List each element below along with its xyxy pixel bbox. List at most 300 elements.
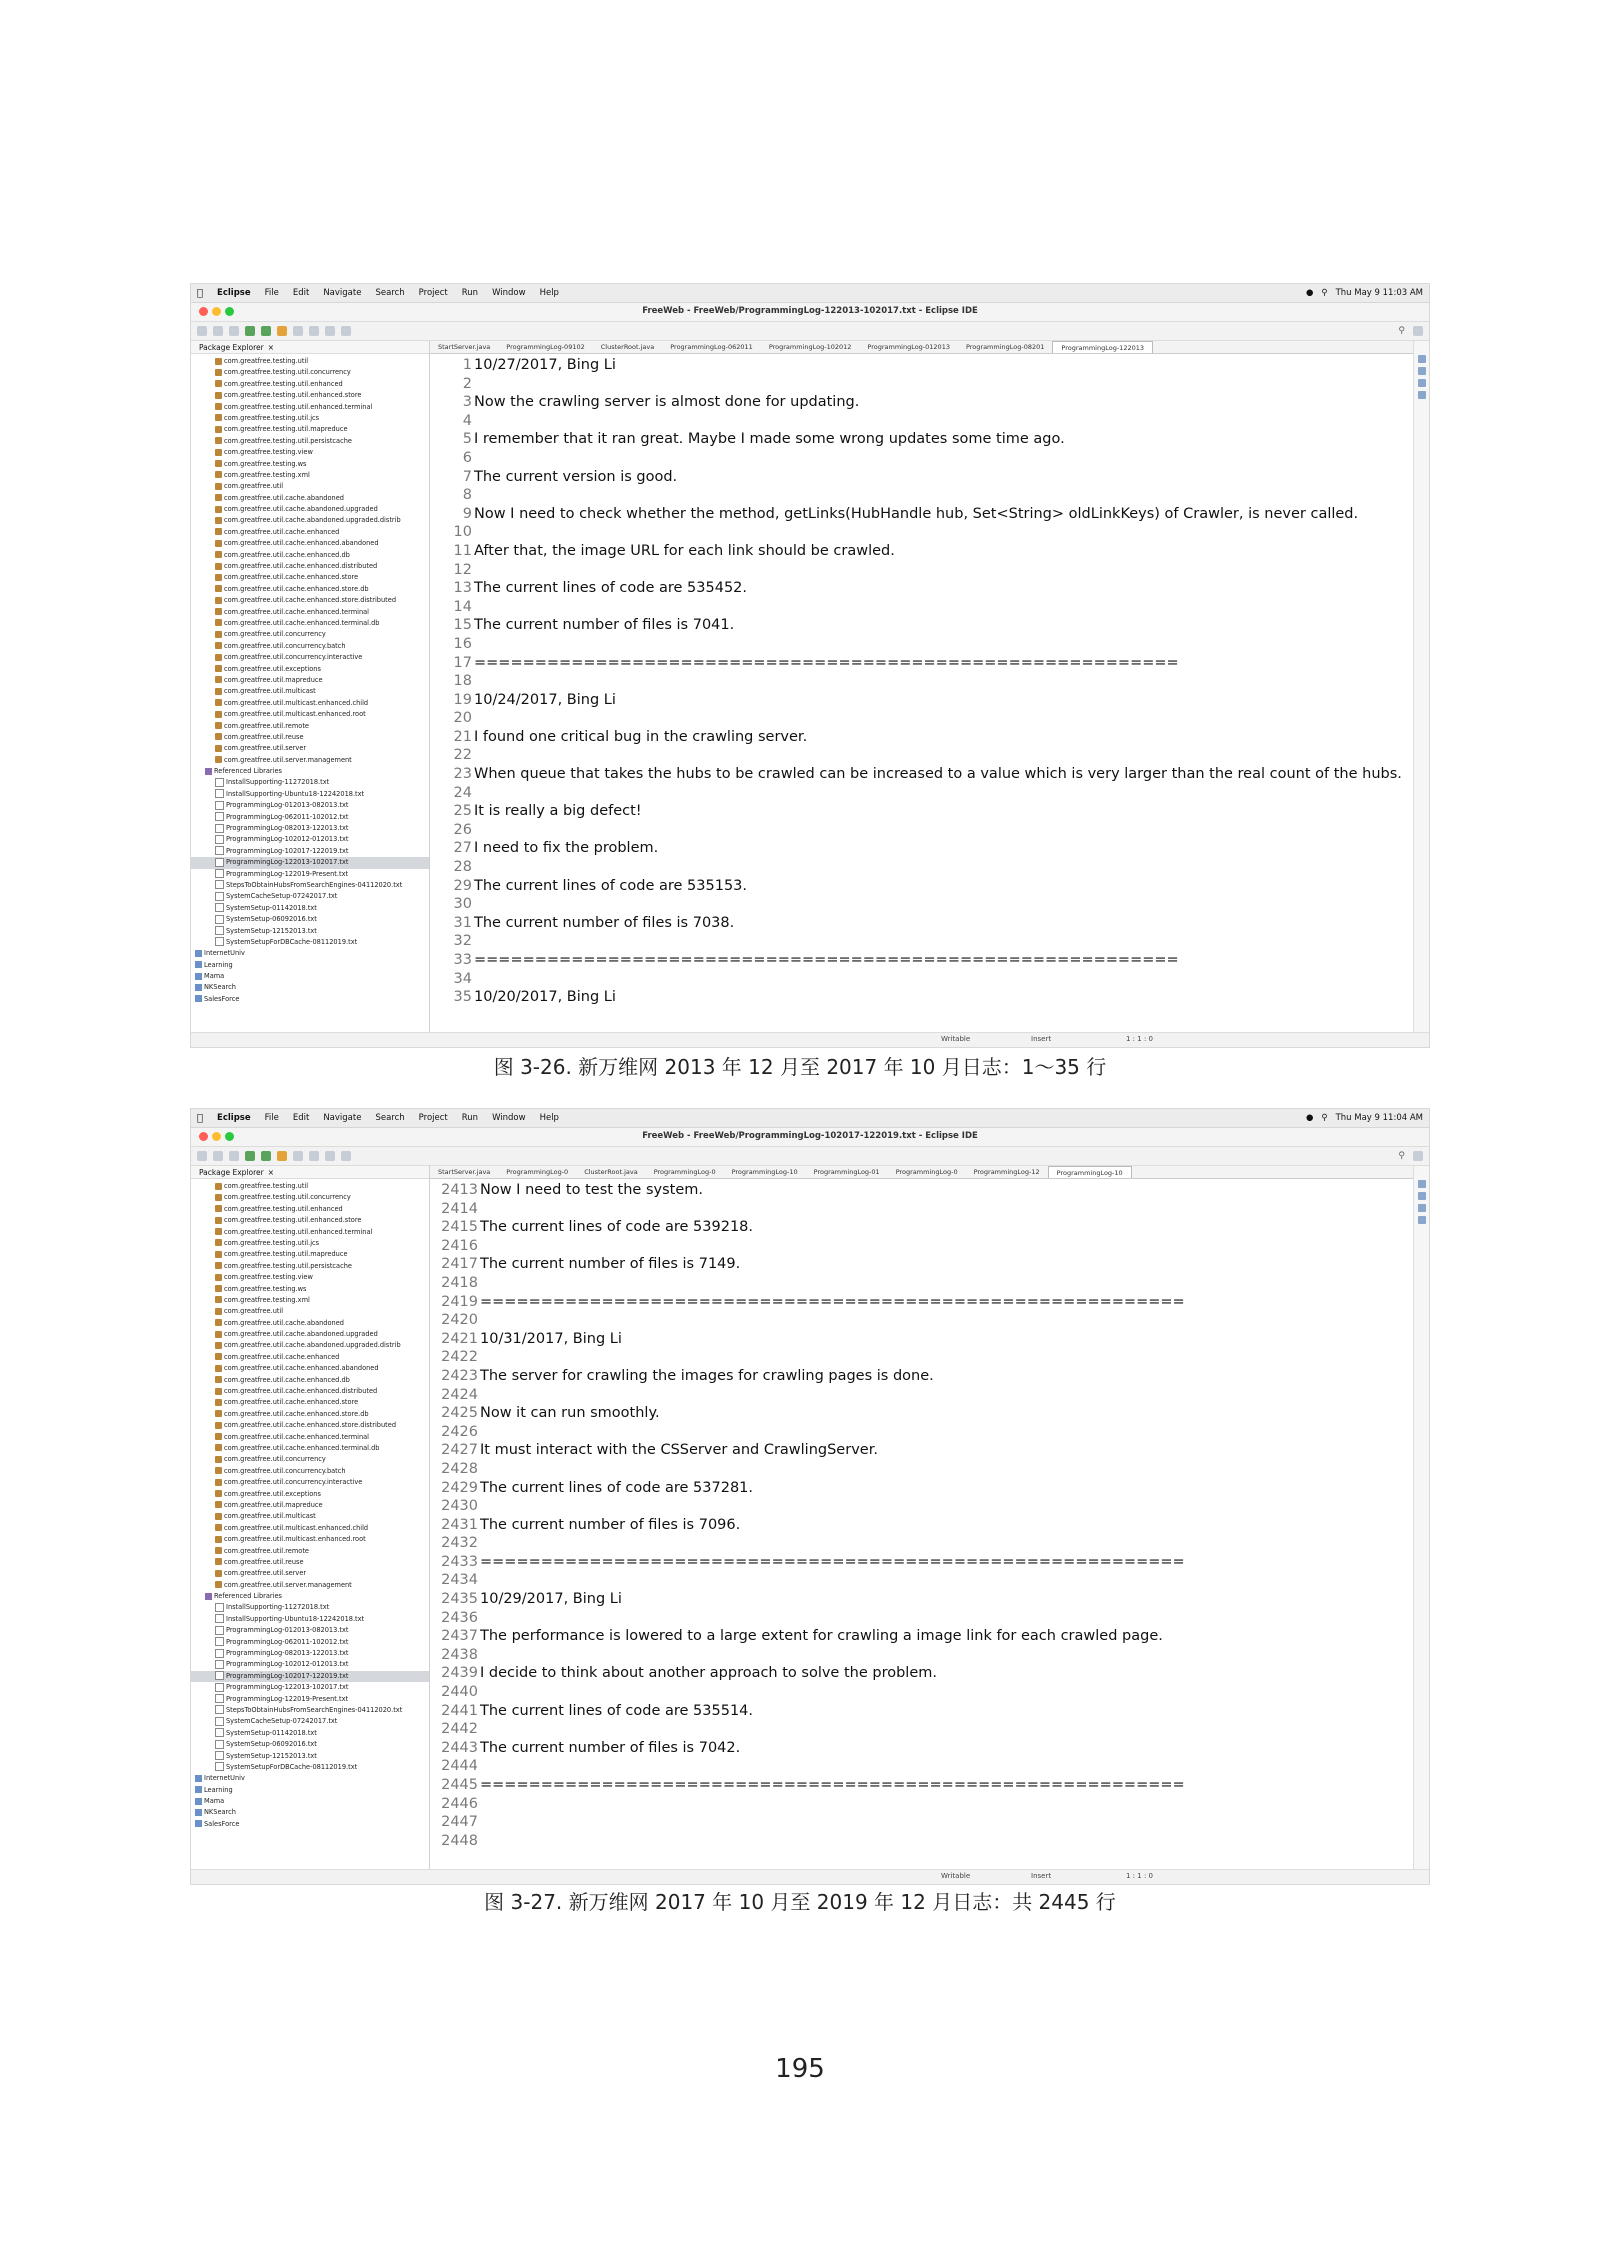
tree-item[interactable] — [191, 424, 429, 435]
line-number: 2425 — [441, 1405, 478, 1422]
tree-item[interactable] — [191, 1511, 429, 1522]
tree-item[interactable] — [191, 960, 429, 971]
tree-item-label: com.greatfree.testing.view — [224, 448, 313, 457]
package-icon — [215, 745, 222, 752]
tree-item[interactable] — [191, 1614, 429, 1625]
tree-item[interactable] — [191, 1477, 429, 1488]
package-icon — [215, 1183, 222, 1190]
line-text: The current version is good. — [474, 468, 678, 485]
app-menu[interactable]: Eclipse — [211, 1113, 245, 1123]
tree-item[interactable] — [191, 550, 429, 561]
tree-item[interactable] — [191, 1215, 429, 1226]
editor-tab[interactable]: ProgrammingLog-09102 — [506, 343, 585, 351]
menu-help[interactable]: Help — [533, 1113, 553, 1123]
tree-item-label: com.greatfree.util.cache.enhanced — [224, 1352, 340, 1361]
tree-item-label: Referenced Libraries — [214, 1592, 282, 1601]
tree-item-label: com.greatfree.util.cache.enhanced.distributed — [224, 562, 378, 571]
tree-item[interactable] — [191, 390, 429, 401]
tree-item[interactable] — [191, 1352, 429, 1363]
apple-icon[interactable] — [197, 288, 203, 299]
menu-file[interactable]: File — [258, 288, 273, 298]
tree-item[interactable] — [191, 481, 429, 492]
close-icon[interactable]: × — [267, 1167, 274, 1177]
line-text: I remember that it ran great. Maybe I made some wrong updates some time ago. — [474, 431, 1065, 448]
problems-icon[interactable] — [1418, 379, 1426, 387]
tree-item-label: com.greatfree.testing.util.concurrency — [224, 1193, 351, 1202]
tree-item[interactable] — [191, 1796, 429, 1807]
line-text: ========================================================== — [474, 952, 1179, 968]
tree-item[interactable] — [191, 926, 429, 937]
console-icon[interactable] — [1418, 391, 1426, 399]
text-editor[interactable] — [430, 1166, 1413, 1870]
clock[interactable]: Thu May 9 11:03 AM — [1335, 288, 1423, 298]
package-icon — [215, 471, 222, 478]
editor-tab[interactable]: ClusterRoot.java — [600, 343, 655, 351]
tree-item[interactable] — [191, 1557, 429, 1568]
tree-item-label: com.greatfree.testing.util.enhanced.store — [224, 1216, 362, 1225]
wifi-icon[interactable]: ● — [1305, 1113, 1314, 1123]
tree-item[interactable] — [191, 1284, 429, 1295]
line-number: 2418 — [441, 1274, 478, 1291]
search-tool-icon[interactable] — [309, 326, 319, 336]
editor-tab[interactable]: ClusterRoot.java — [584, 1168, 638, 1176]
tree-item-label: InternetUniv — [204, 1774, 245, 1783]
tree-item[interactable] — [191, 1204, 429, 1215]
tree-item[interactable] — [191, 1363, 429, 1374]
tree-item[interactable] — [191, 1329, 429, 1340]
tree-item[interactable] — [191, 1443, 429, 1454]
editor-line — [430, 1404, 1413, 1423]
tree-item[interactable] — [191, 1192, 429, 1203]
tree-item[interactable] — [191, 652, 429, 663]
package-icon — [215, 1319, 222, 1326]
tree-item[interactable] — [191, 1432, 429, 1443]
save-icon[interactable] — [213, 326, 223, 336]
window-titlebar — [191, 1128, 1429, 1147]
print-icon[interactable] — [229, 1151, 239, 1161]
tree-item[interactable] — [191, 1249, 429, 1260]
editor-line — [430, 1813, 1413, 1832]
eclipse-screenshot-1 — [190, 283, 1430, 1048]
text-file-icon — [215, 824, 224, 833]
line-number: 2415 — [441, 1219, 478, 1236]
tree-item[interactable] — [191, 1751, 429, 1762]
tree-item[interactable] — [191, 1397, 429, 1408]
menu-navigate[interactable]: Navigate — [317, 1113, 356, 1123]
tree-item[interactable] — [191, 698, 429, 709]
tree-item[interactable] — [191, 914, 429, 925]
outline-icon[interactable] — [1418, 1180, 1426, 1188]
editor-tab[interactable]: StartServer.java — [438, 1168, 491, 1176]
tree-item-label: com.greatfree.util.cache.enhanced.terminal.db — [224, 618, 380, 627]
menu-search[interactable]: Search — [369, 1113, 399, 1123]
tree-item[interactable] — [191, 1227, 429, 1238]
tree-item[interactable] — [191, 664, 429, 675]
tree-item[interactable] — [191, 1523, 429, 1534]
problems-icon[interactable] — [1418, 1204, 1426, 1212]
tree-item-label: com.greatfree.util.cache.enhanced.store.distributed — [224, 596, 397, 605]
editor-line — [430, 1255, 1413, 1274]
tree-item[interactable] — [191, 834, 429, 845]
tree-item[interactable] — [191, 1409, 429, 1420]
tree-item[interactable] — [191, 504, 429, 515]
package-icon — [215, 722, 222, 729]
editor-line — [430, 1832, 1413, 1851]
editor-line — [430, 932, 1413, 951]
package-icon — [215, 1262, 222, 1269]
forward-icon[interactable] — [341, 1151, 351, 1161]
editor-tab[interactable]: ProgrammingLog-08201 — [965, 343, 1045, 351]
editor-tab[interactable]: StartServer.java — [438, 343, 491, 351]
tree-item[interactable] — [191, 823, 429, 834]
tree-item[interactable] — [191, 367, 429, 378]
line-number: 23 — [453, 766, 472, 783]
line-number: 26 — [453, 821, 472, 838]
tree-item[interactable] — [191, 1728, 429, 1739]
editor-tab[interactable]: ProgrammingLog-01 — [813, 1168, 880, 1176]
print-icon[interactable] — [229, 326, 239, 336]
menu-window[interactable]: Window — [486, 288, 520, 298]
editor-tab[interactable]: ProgrammingLog-10 — [1048, 1166, 1132, 1178]
package-explorer-tab[interactable] — [191, 1166, 429, 1179]
text-file-icon — [215, 1717, 224, 1726]
editor-line — [430, 1553, 1413, 1572]
tree-item[interactable] — [191, 777, 429, 788]
task-list-icon[interactable] — [1418, 367, 1426, 375]
tree-item[interactable] — [191, 1773, 429, 1784]
tree-item[interactable] — [191, 1340, 429, 1351]
package-icon — [215, 1376, 222, 1383]
tree-item[interactable] — [191, 607, 429, 618]
text-file-icon — [215, 1751, 224, 1760]
app-menu[interactable]: Eclipse — [211, 288, 245, 298]
tree-item[interactable] — [191, 766, 429, 777]
mac-menubar — [191, 284, 1429, 303]
tree-item[interactable] — [191, 1454, 429, 1465]
search-icon[interactable]: ⚲ — [1321, 288, 1328, 298]
menu-navigate[interactable]: Navigate — [317, 288, 356, 298]
tree-item[interactable] — [191, 402, 429, 413]
tree-item-label: SystemSetup-06092016.txt — [226, 915, 317, 924]
tree-item-label: com.greatfree.util.remote — [224, 721, 309, 730]
tree-item[interactable] — [191, 880, 429, 891]
tree-item-label: ProgrammingLog-102017-122019.txt — [226, 846, 349, 855]
clock[interactable]: Thu May 9 11:04 AM — [1335, 1113, 1423, 1123]
run-icon[interactable] — [261, 326, 271, 336]
tree-item[interactable] — [191, 447, 429, 458]
text-file-icon — [215, 789, 224, 798]
package-icon — [215, 1536, 222, 1543]
tree-item[interactable] — [191, 743, 429, 754]
tree-item[interactable] — [191, 618, 429, 629]
outline-icon[interactable] — [1418, 355, 1426, 363]
tree-item[interactable] — [191, 1762, 429, 1773]
line-text: It is really a big defect! — [474, 803, 642, 820]
tree-item[interactable] — [191, 709, 429, 720]
tree-item[interactable] — [191, 629, 429, 640]
tree-item[interactable] — [191, 1261, 429, 1272]
tree-item[interactable] — [191, 1705, 429, 1716]
external-tools-icon[interactable] — [277, 1151, 287, 1161]
package-icon — [215, 665, 222, 672]
tree-item[interactable] — [191, 1306, 429, 1317]
tree-item[interactable] — [191, 515, 429, 526]
text-file-icon — [215, 1614, 224, 1623]
tree-item[interactable] — [191, 1580, 429, 1591]
tree-item[interactable] — [191, 1785, 429, 1796]
tree-item[interactable] — [191, 948, 429, 959]
run-icon[interactable] — [261, 1151, 271, 1161]
tree-item[interactable] — [191, 1694, 429, 1705]
editor-line — [430, 1795, 1413, 1814]
tree-item-label: com.greatfree.util.cache.enhanced.store.db — [224, 1409, 369, 1418]
tree-item[interactable] — [191, 1386, 429, 1397]
tree-item[interactable] — [191, 1181, 429, 1192]
tree-item[interactable] — [191, 686, 429, 697]
open-type-icon[interactable] — [293, 326, 303, 336]
editor-tab[interactable]: ProgrammingLog-12 — [973, 1168, 1040, 1176]
editor-line — [430, 1739, 1413, 1758]
tree-item[interactable] — [191, 1534, 429, 1545]
project-icon — [195, 984, 202, 991]
editor-lines[interactable] — [430, 354, 1413, 1007]
tree-item-label: com.greatfree.util.server.management — [224, 755, 352, 764]
text-file-icon — [215, 835, 224, 844]
line-number: 11 — [453, 542, 472, 559]
tree-item[interactable] — [191, 857, 429, 868]
tree-item-label: com.greatfree.testing.util.mapreduce — [224, 425, 348, 434]
editor-line — [430, 1683, 1413, 1702]
tree-item[interactable] — [191, 755, 429, 766]
tree-item[interactable] — [191, 1819, 429, 1830]
menu-edit[interactable]: Edit — [286, 288, 304, 298]
tree-item[interactable] — [191, 1682, 429, 1693]
tree-item-label: ProgrammingLog-122013-102017.txt — [226, 858, 349, 867]
tree-item[interactable] — [191, 937, 429, 948]
tree-item[interactable] — [191, 891, 429, 902]
editor-line — [430, 1516, 1413, 1535]
tree-item[interactable] — [191, 1318, 429, 1329]
tree-item[interactable] — [191, 1375, 429, 1386]
menu-project[interactable]: Project — [412, 1113, 442, 1123]
line-text: It must interact with the CSServer and CrawlingServer. — [480, 1442, 878, 1459]
line-number: 8 — [462, 487, 472, 504]
editor-line — [430, 654, 1413, 673]
editor-tab[interactable]: ProgrammingLog-062011 — [670, 343, 753, 351]
tree-item-label: SalesForce — [204, 994, 240, 1003]
editor-tab[interactable]: ProgrammingLog-0 — [653, 1168, 716, 1176]
editor-lines[interactable] — [430, 1179, 1413, 1850]
new-icon[interactable] — [197, 1151, 207, 1161]
tree-item[interactable] — [191, 869, 429, 880]
tree-item[interactable] — [191, 982, 429, 993]
tree-item[interactable] — [191, 356, 429, 367]
tree-item[interactable] — [191, 1807, 429, 1818]
menu-file[interactable]: File — [258, 1113, 273, 1123]
tree-item[interactable] — [191, 971, 429, 982]
tree-item[interactable] — [191, 1602, 429, 1613]
tree-item-label: com.greatfree.util.exceptions — [224, 664, 321, 673]
tree-item[interactable] — [191, 379, 429, 390]
tree-item[interactable] — [191, 1238, 429, 1249]
save-icon[interactable] — [213, 1151, 223, 1161]
quick-access-icon[interactable]: ⚲ — [1398, 326, 1405, 336]
editor-line — [430, 523, 1413, 542]
tree-item[interactable] — [191, 1637, 429, 1648]
tree-item[interactable] — [191, 595, 429, 606]
tree-item[interactable] — [191, 721, 429, 732]
tree-item[interactable] — [191, 413, 429, 424]
wifi-icon[interactable]: ● — [1305, 288, 1314, 298]
tree-item[interactable] — [191, 1466, 429, 1477]
tree-item-label: Learning — [204, 1785, 233, 1794]
tree-item[interactable] — [191, 493, 429, 504]
debug-icon[interactable] — [245, 326, 255, 336]
tree-item-label: Mama — [204, 1797, 225, 1806]
editor-tab[interactable]: ProgrammingLog-0 — [506, 1168, 569, 1176]
editor-line — [430, 375, 1413, 394]
tree-item-label: com.greatfree.util.multicast.enhanced.root — [224, 1535, 366, 1544]
perspective-icon[interactable] — [1413, 326, 1423, 336]
package-icon — [215, 574, 222, 581]
package-icon — [215, 619, 222, 626]
editor-tab[interactable]: ProgrammingLog-102012 — [768, 343, 852, 351]
tree-item-label: com.greatfree.util.cache.abandoned.upgraded — [224, 505, 378, 514]
line-text: The server for crawling the images for crawling pages is done. — [480, 1367, 934, 1384]
line-number: 24 — [453, 784, 472, 801]
editor-line — [430, 1571, 1413, 1590]
tree-item[interactable] — [191, 789, 429, 800]
tree-item[interactable] — [191, 675, 429, 686]
editor-line — [430, 1237, 1413, 1256]
tree-item[interactable] — [191, 812, 429, 823]
package-icon — [215, 528, 222, 535]
debug-icon[interactable] — [245, 1151, 255, 1161]
menu-search[interactable]: Search — [369, 288, 399, 298]
tree-item[interactable] — [191, 436, 429, 447]
tree-item-label: com.greatfree.testing.util.enhanced — [224, 1204, 343, 1213]
menu-run[interactable]: Run — [455, 288, 473, 298]
editor-tab[interactable]: ProgrammingLog-10 — [731, 1168, 798, 1176]
editor-line — [430, 542, 1413, 561]
line-text: I need to fix the problem. — [474, 840, 659, 857]
editor-tab[interactable]: ProgrammingLog-012013 — [867, 343, 950, 351]
tree-item[interactable] — [191, 994, 429, 1005]
external-tools-icon[interactable] — [277, 326, 287, 336]
back-icon[interactable] — [325, 1151, 335, 1161]
project-icon — [195, 950, 202, 957]
tree-item-label: com.greatfree.util.cache.enhanced.terminal — [224, 1432, 369, 1441]
menu-run[interactable]: Run — [455, 1113, 473, 1123]
text-file-icon — [215, 1728, 224, 1737]
tree-item[interactable] — [191, 459, 429, 470]
tree-item[interactable] — [191, 846, 429, 857]
tree-item[interactable] — [191, 732, 429, 743]
editor-line — [430, 1293, 1413, 1312]
editor-line — [430, 1757, 1413, 1776]
menu-project[interactable]: Project — [412, 288, 442, 298]
quick-access-icon[interactable]: ⚲ — [1398, 1151, 1405, 1161]
line-number: 27 — [453, 840, 472, 857]
tree-item[interactable] — [191, 561, 429, 572]
tree-item[interactable] — [191, 641, 429, 652]
tree-item[interactable] — [191, 1671, 429, 1682]
text-file-icon — [215, 937, 224, 946]
tree-item[interactable] — [191, 572, 429, 583]
line-number: 2447 — [441, 1814, 478, 1831]
line-text: The current number of files is 7149. — [480, 1256, 741, 1273]
tree-item[interactable] — [191, 1489, 429, 1500]
tree-item[interactable] — [191, 1568, 429, 1579]
status-position: 1 : 1 : 0 — [1126, 1872, 1153, 1880]
close-icon[interactable]: × — [267, 342, 274, 352]
line-number: 2437 — [441, 1628, 478, 1645]
line-text: When queue that takes the hubs to be crawled can be increased to a value which is very larger than the real count of the hubs. — [474, 766, 1402, 783]
tree-item[interactable] — [191, 1739, 429, 1750]
tree-item[interactable] — [191, 1272, 429, 1283]
menu-window[interactable]: Window — [486, 1113, 520, 1123]
back-icon[interactable] — [325, 326, 335, 336]
task-list-icon[interactable] — [1418, 1192, 1426, 1200]
tree-item[interactable] — [191, 1295, 429, 1306]
project-tree — [191, 1179, 429, 1830]
tree-item[interactable] — [191, 1648, 429, 1659]
package-icon — [215, 540, 222, 547]
search-tool-icon[interactable] — [309, 1151, 319, 1161]
apple-icon[interactable] — [197, 1113, 203, 1124]
tree-item[interactable] — [191, 538, 429, 549]
tree-item[interactable] — [191, 470, 429, 481]
package-explorer-tab[interactable] — [191, 341, 429, 354]
text-editor[interactable] — [430, 341, 1413, 1033]
package-icon — [215, 1388, 222, 1395]
editor-line — [430, 561, 1413, 580]
editor-tab[interactable]: ProgrammingLog-122013 — [1052, 341, 1153, 353]
text-file-icon — [215, 1637, 224, 1646]
tree-item-label: com.greatfree.util.remote — [224, 1546, 309, 1555]
line-number: 30 — [453, 896, 472, 913]
forward-icon[interactable] — [341, 326, 351, 336]
editor-tab[interactable]: ProgrammingLog-0 — [895, 1168, 958, 1176]
package-icon — [215, 1331, 222, 1338]
tree-item[interactable] — [191, 1546, 429, 1557]
tree-item[interactable] — [191, 1591, 429, 1602]
tree-item-label: SystemSetupForDBCache-08112019.txt — [226, 937, 358, 946]
tree-item[interactable] — [191, 1625, 429, 1636]
tree-item[interactable] — [191, 903, 429, 914]
line-number: 25 — [453, 803, 472, 820]
search-icon[interactable]: ⚲ — [1321, 1113, 1328, 1123]
tree-item[interactable] — [191, 1659, 429, 1670]
console-icon[interactable] — [1418, 1216, 1426, 1224]
menu-help[interactable]: Help — [533, 288, 553, 298]
tree-item[interactable] — [191, 1716, 429, 1727]
tree-item[interactable] — [191, 584, 429, 595]
tree-item[interactable] — [191, 527, 429, 538]
tree-item[interactable] — [191, 1500, 429, 1511]
package-icon — [215, 1308, 222, 1315]
perspective-icon[interactable] — [1413, 1151, 1423, 1161]
menu-edit[interactable]: Edit — [286, 1113, 304, 1123]
line-text: The current lines of code are 535153. — [474, 877, 748, 894]
tree-item[interactable] — [191, 1420, 429, 1431]
editor-line — [430, 1534, 1413, 1553]
new-icon[interactable] — [197, 326, 207, 336]
open-type-icon[interactable] — [293, 1151, 303, 1161]
editor-line — [430, 802, 1413, 821]
package-icon — [215, 1558, 222, 1565]
tree-item[interactable] — [191, 800, 429, 811]
